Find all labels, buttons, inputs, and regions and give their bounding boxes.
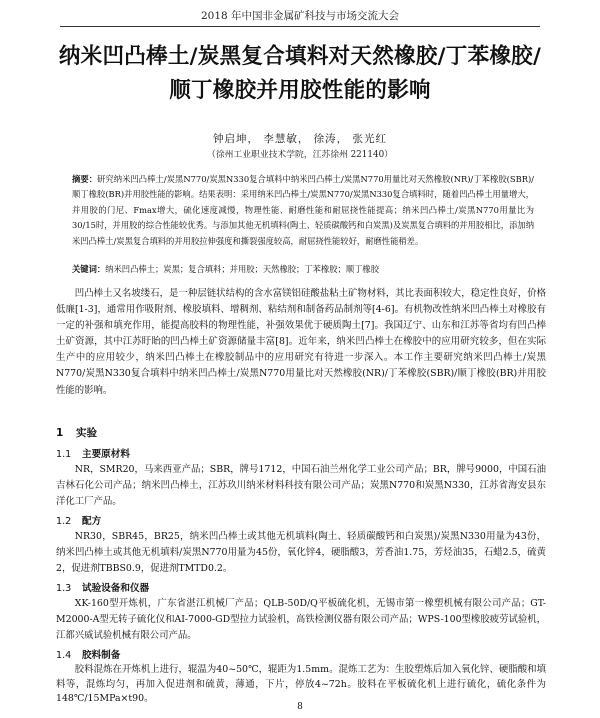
subsection-heading-materials bbox=[56, 446, 130, 460]
subsection-heading-formula bbox=[56, 513, 101, 527]
subsection-heading-equipment bbox=[56, 580, 149, 594]
section-heading-experiment bbox=[56, 425, 97, 440]
preparation-paragraph: 胶料混炼在开炼机上进行，辊温为40~50℃，辊距为1.5mm。混炼工艺为：生胶塑炼后加入氧化锌、硬脂酸和填料等，混炼均匀，再加入促进剂和硫黄，薄通，下片，停放4~72h。胶料在平板硫化机上进行硫化，硫化条件为148℃/15MPa×t90。 bbox=[56, 664, 546, 705]
keywords bbox=[72, 262, 534, 277]
authors: 钟启坤， 李慧敏， 徐涛， 张光红 bbox=[212, 133, 387, 145]
paper-title bbox=[40, 40, 560, 108]
keywords-text: 纳米凹凸棒土；炭黑；复合填料；并用胶；天然橡胶；丁苯橡胶；顺丁橡胶 bbox=[105, 264, 380, 274]
subsection-title: 配方 bbox=[82, 516, 102, 527]
subsection-number: 1.2 bbox=[56, 516, 72, 527]
section-title: 实验 bbox=[76, 427, 97, 439]
subsection-title: 试验设备和仪器 bbox=[82, 583, 150, 594]
subsection-heading-preparation bbox=[56, 647, 120, 661]
title-line-2: 顺丁橡胶并用胶性能的影响 bbox=[169, 78, 431, 103]
intro-paragraph: 凹凸棒土又名坡缕石，是一种层链状结构的含水富镁铝硅酸盐粘土矿物材料，其比表面积较大，稳定性良好，价格低廉[1-3]，通常用作吸附剂、橡胶填料、增稠剂、粘结剂和制备药品制剂等[4-6]。有机物改性纳米凹凸棒土对橡胶有一定的补强和填充作用，能提高胶料的物理性能，补强效果优于硬质陶土[7]。我国辽宁、山东和江苏等省均有凹凸棒土矿资源，其中江苏盱眙的凹凸棒土矿资源储量丰富[8]。近年来，纳米凹凸棒土在橡胶中的应用研究较多，但在实际生产中的应用较少，纳米凹凸棒土在橡胶制品中的应用研究有待进一步深入。本工作主要研究纳米凹凸棒土/炭黑N770/炭黑N330复合填料中纳米凹凸棒土/炭黑N770用量比对天然橡胶(NR)/丁苯橡胶(SBR)/顺丁橡胶(BR)并用胶性能的影响。 bbox=[56, 288, 546, 396]
equipment-paragraph: XK-160型开炼机，广东省湛江机械厂产品；QLB-50D/Q平板硫化机，无锡市第一橡塑机械有限公司产品；GT-M2000-A型无转子硫化仪和AI-7000-GD型拉力试验机，高铁检测仪器有限公司产品；WPS-100型橡胶疲劳试验机，江都兴威试验机械有限公司产品。 bbox=[56, 598, 546, 642]
abstract-text: 研究纳米凹凸棒土/炭黑N770/炭黑N330复合填料中纳米凹凸棒土/炭黑N770用量比对天然橡胶(NR)/丁苯橡胶(SBR)/顺丁橡胶(BR)并用胶性能的影响。结果表明：采用纳米凹凸棒土/炭黑N770/炭黑N330复合填料时，随着凹凸棒土用量增大，并用胶的门尼、Fmax增大，硫化速度减慢，物理性能、耐磨性能和耐屈挠性能提高；纳米凹凸棒土/炭黑N770用量比为30/15时，并用胶的综合性能较优秀。与添加其他无机填料(陶土、轻质碳酸钙和白炭黑)及炭黑复合填料的并用胶相比，添加纳米凹凸棒土/炭黑复合填料的并用胶拉伸强度和撕裂强度较高，耐屈挠性能较好，耐磨性能稍差。 bbox=[72, 174, 534, 246]
affiliation: （徐州工业职业技术学院，江苏徐州 221140） bbox=[207, 150, 393, 160]
section-number: 1 bbox=[56, 427, 64, 439]
title-line-1: 纳米凹凸棒土/炭黑复合填料对天然橡胶/丁苯橡胶/ bbox=[58, 44, 542, 69]
abstract-label: 摘要： bbox=[72, 174, 98, 184]
subsection-number: 1.3 bbox=[56, 583, 72, 594]
subsection-title: 胶料制备 bbox=[82, 650, 121, 661]
running-header: 2018 年中国非金属矿科技与市场交流大会 bbox=[200, 10, 400, 22]
keywords-label: 关键词： bbox=[72, 264, 106, 274]
header-rule bbox=[60, 26, 540, 27]
subsection-number: 1.1 bbox=[56, 449, 72, 460]
subsection-number: 1.4 bbox=[56, 650, 72, 661]
abstract bbox=[72, 172, 534, 249]
subsection-title: 主要原材料 bbox=[82, 449, 130, 460]
page-number: 8 bbox=[297, 702, 303, 712]
materials-paragraph: NR，SMR20，马来西亚产品；SBR，牌号1712，中国石油兰州化学工业公司产品；BR，牌号9000，中国石油吉林石化公司产品；纳米凹凸棒土，江苏玖川纳米材料科技有限公司产品；炭黑N770和炭黑N330，江苏省海安县东洋化工厂产品。 bbox=[56, 464, 546, 508]
formula-paragraph: NR30，SBR45，BR25，纳米凹凸棒土或其他无机填料(陶土、轻质碳酸钙和白炭黑)/炭黑N330用量为43份，纳米凹凸棒土或其他无机填料/炭黑N770用量为45份，氧化锌4，硬脂酸3，芳香油1.75，芳烃油35，石蜡2.5，硫黄2，促进剂TBBS0.9，促进剂TMTD0.2。 bbox=[56, 531, 546, 575]
